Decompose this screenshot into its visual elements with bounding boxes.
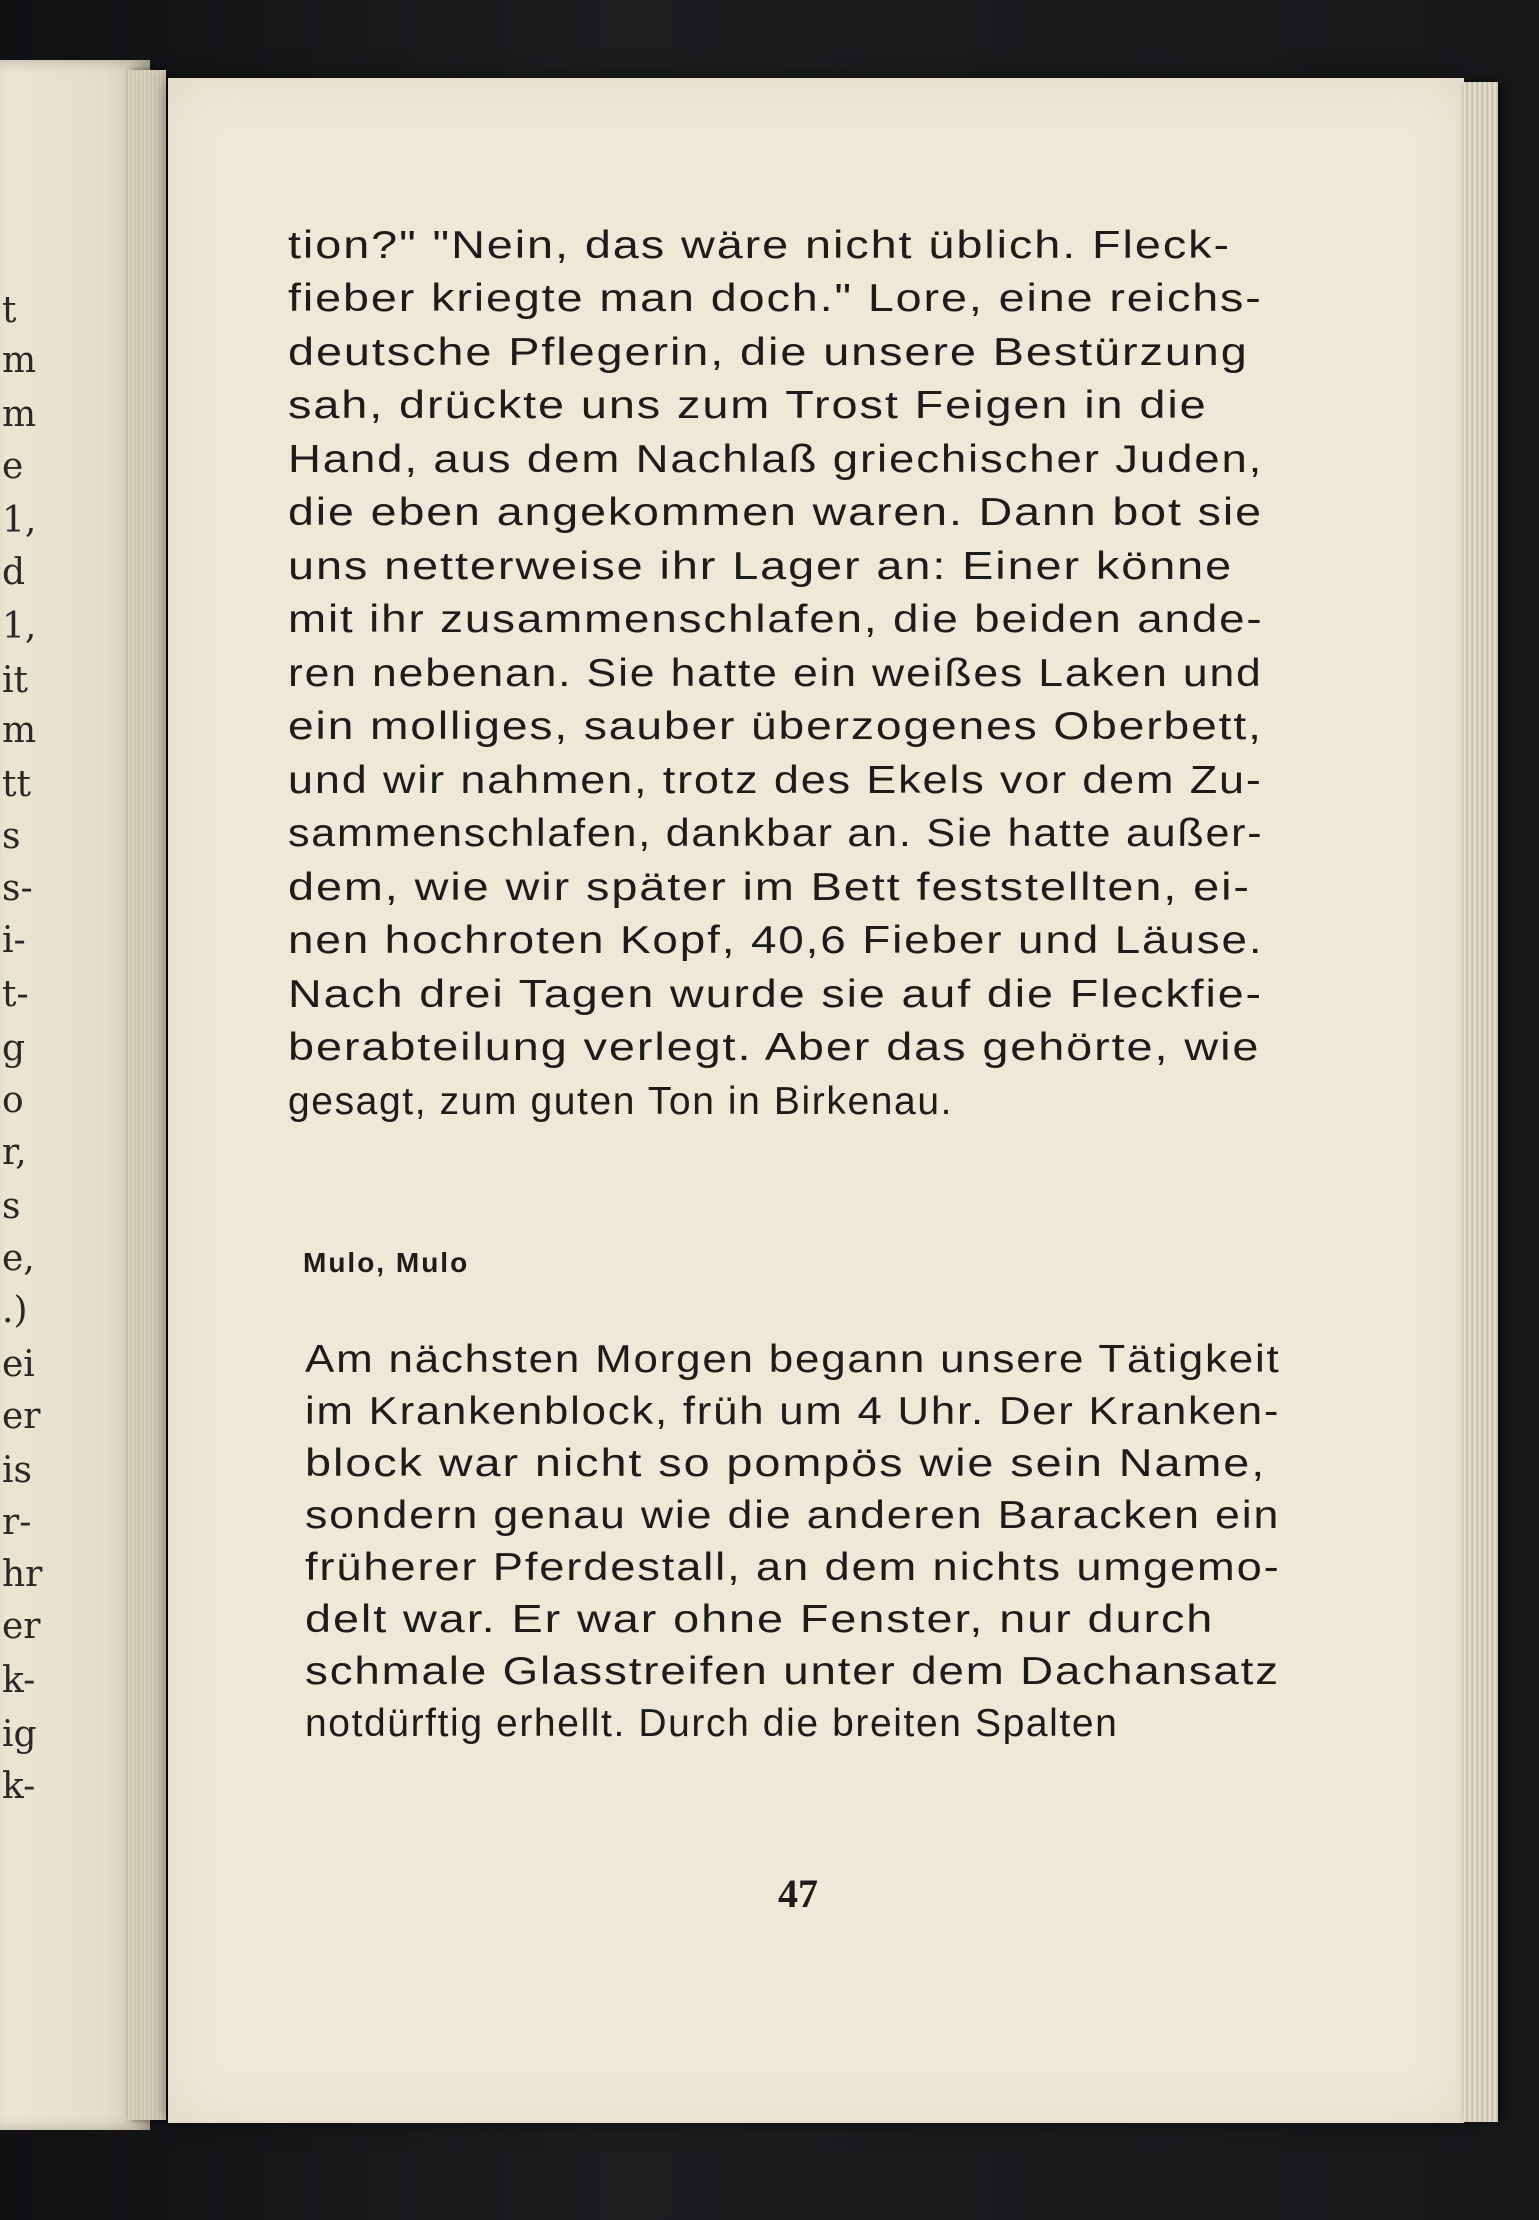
left-fragment: it: [2, 660, 28, 701]
left-fragment: 1,: [2, 500, 37, 541]
text-line: sah, drückte uns zum Trost Feigen in die: [288, 384, 1208, 427]
left-fragment: ig: [2, 1714, 37, 1755]
text-line: delt war. Er war ohne Fenster, nur durch: [305, 1598, 1215, 1641]
left-fragment: er: [2, 1606, 41, 1647]
left-fragment: m: [2, 394, 37, 435]
left-fragment: tt: [2, 764, 31, 805]
text-line: ren nebenan. Sie hatte ein weißes Laken und: [288, 652, 1263, 695]
left-fragment: s: [2, 816, 21, 857]
left-fragment: t-: [2, 974, 29, 1015]
text-line: uns netterweise ihr Lager an: Einer könne: [288, 545, 1234, 588]
text-line: Nach drei Tagen wurde sie auf die Fleckfie-: [288, 973, 1263, 1016]
left-fragment: s: [2, 1186, 21, 1227]
left-fragment: i-: [2, 920, 26, 961]
left-fragment: r,: [2, 1132, 27, 1173]
text-line: früherer Pferdestall, an dem nichts umgemo-: [305, 1546, 1281, 1589]
text-line: notdürftig erhellt. Durch die breiten Spalten: [305, 1702, 1119, 1745]
text-line: und wir nahmen, trotz des Ekels vor dem Zu-: [288, 759, 1263, 802]
text-line: sondern genau wie die anderen Baracken ein: [305, 1494, 1281, 1537]
text-line: schmale Glasstreifen unter dem Dachansatz: [305, 1650, 1280, 1693]
left-fragment: e,: [2, 1238, 35, 1279]
text-line: deutsche Pflegerin, die unsere Bestürzung: [288, 331, 1249, 374]
left-fragment: k-: [2, 1766, 36, 1807]
text-line: Am nächsten Morgen begann unsere Tätigkeit: [305, 1338, 1281, 1381]
text-line: Hand, aus dem Nachlaß griechischer Juden,: [288, 438, 1264, 481]
left-fragment: e: [2, 446, 24, 487]
section-heading: Mulo, Mulo: [303, 1247, 470, 1278]
text-line: im Krankenblock, früh um 4 Uhr. Der Kranken-: [305, 1390, 1281, 1433]
left-fragment: r-: [2, 1502, 32, 1543]
text-line: fieber kriegte man doch." Lore, eine reichs-: [288, 277, 1263, 320]
page-number: 47: [778, 1871, 818, 1916]
left-fragment: hr: [2, 1554, 43, 1595]
text-line: nen hochroten Kopf, 40,6 Fieber und Läuse.: [288, 919, 1264, 962]
left-fragment: .): [2, 1290, 28, 1331]
text-line: block war nicht so pompös wie sein Name,: [305, 1442, 1267, 1485]
left-fragment: g: [2, 1028, 26, 1069]
right-page-stack: [1464, 82, 1498, 2122]
left-fragment: m: [2, 340, 37, 381]
text-line: sammenschlafen, dankbar an. Sie hatte außer-: [288, 812, 1264, 855]
text-line: tion?" "Nein, das wäre nicht üblich. Fleck-: [288, 224, 1231, 267]
left-fragment: ei: [2, 1344, 35, 1385]
left-fragment: o: [2, 1080, 24, 1121]
left-fragment: 1,: [2, 606, 37, 647]
left-fragment: t: [2, 290, 17, 331]
left-fragment: m: [2, 710, 37, 751]
left-fragment: k-: [2, 1660, 36, 1701]
text-line: ein molliges, sauber überzogenes Oberbett,: [288, 705, 1263, 748]
text-line: mit ihr zusammenschlafen, die beiden ande-: [288, 598, 1264, 641]
text-line: gesagt, zum guten Ton in Birkenau.: [288, 1080, 954, 1123]
left-fragment: is: [2, 1450, 32, 1491]
left-fragment: d: [2, 552, 26, 593]
left-fragment: s-: [2, 868, 33, 909]
left-fragment: er: [2, 1396, 41, 1437]
text-line: dem, wie wir später im Bett feststellten, ei-: [288, 866, 1251, 909]
left-page-stack: [128, 70, 166, 2120]
text-line: die eben angekommen waren. Dann bot sie: [288, 491, 1263, 534]
text-line: berabteilung verlegt. Aber das gehörte, wie: [288, 1026, 1261, 1069]
